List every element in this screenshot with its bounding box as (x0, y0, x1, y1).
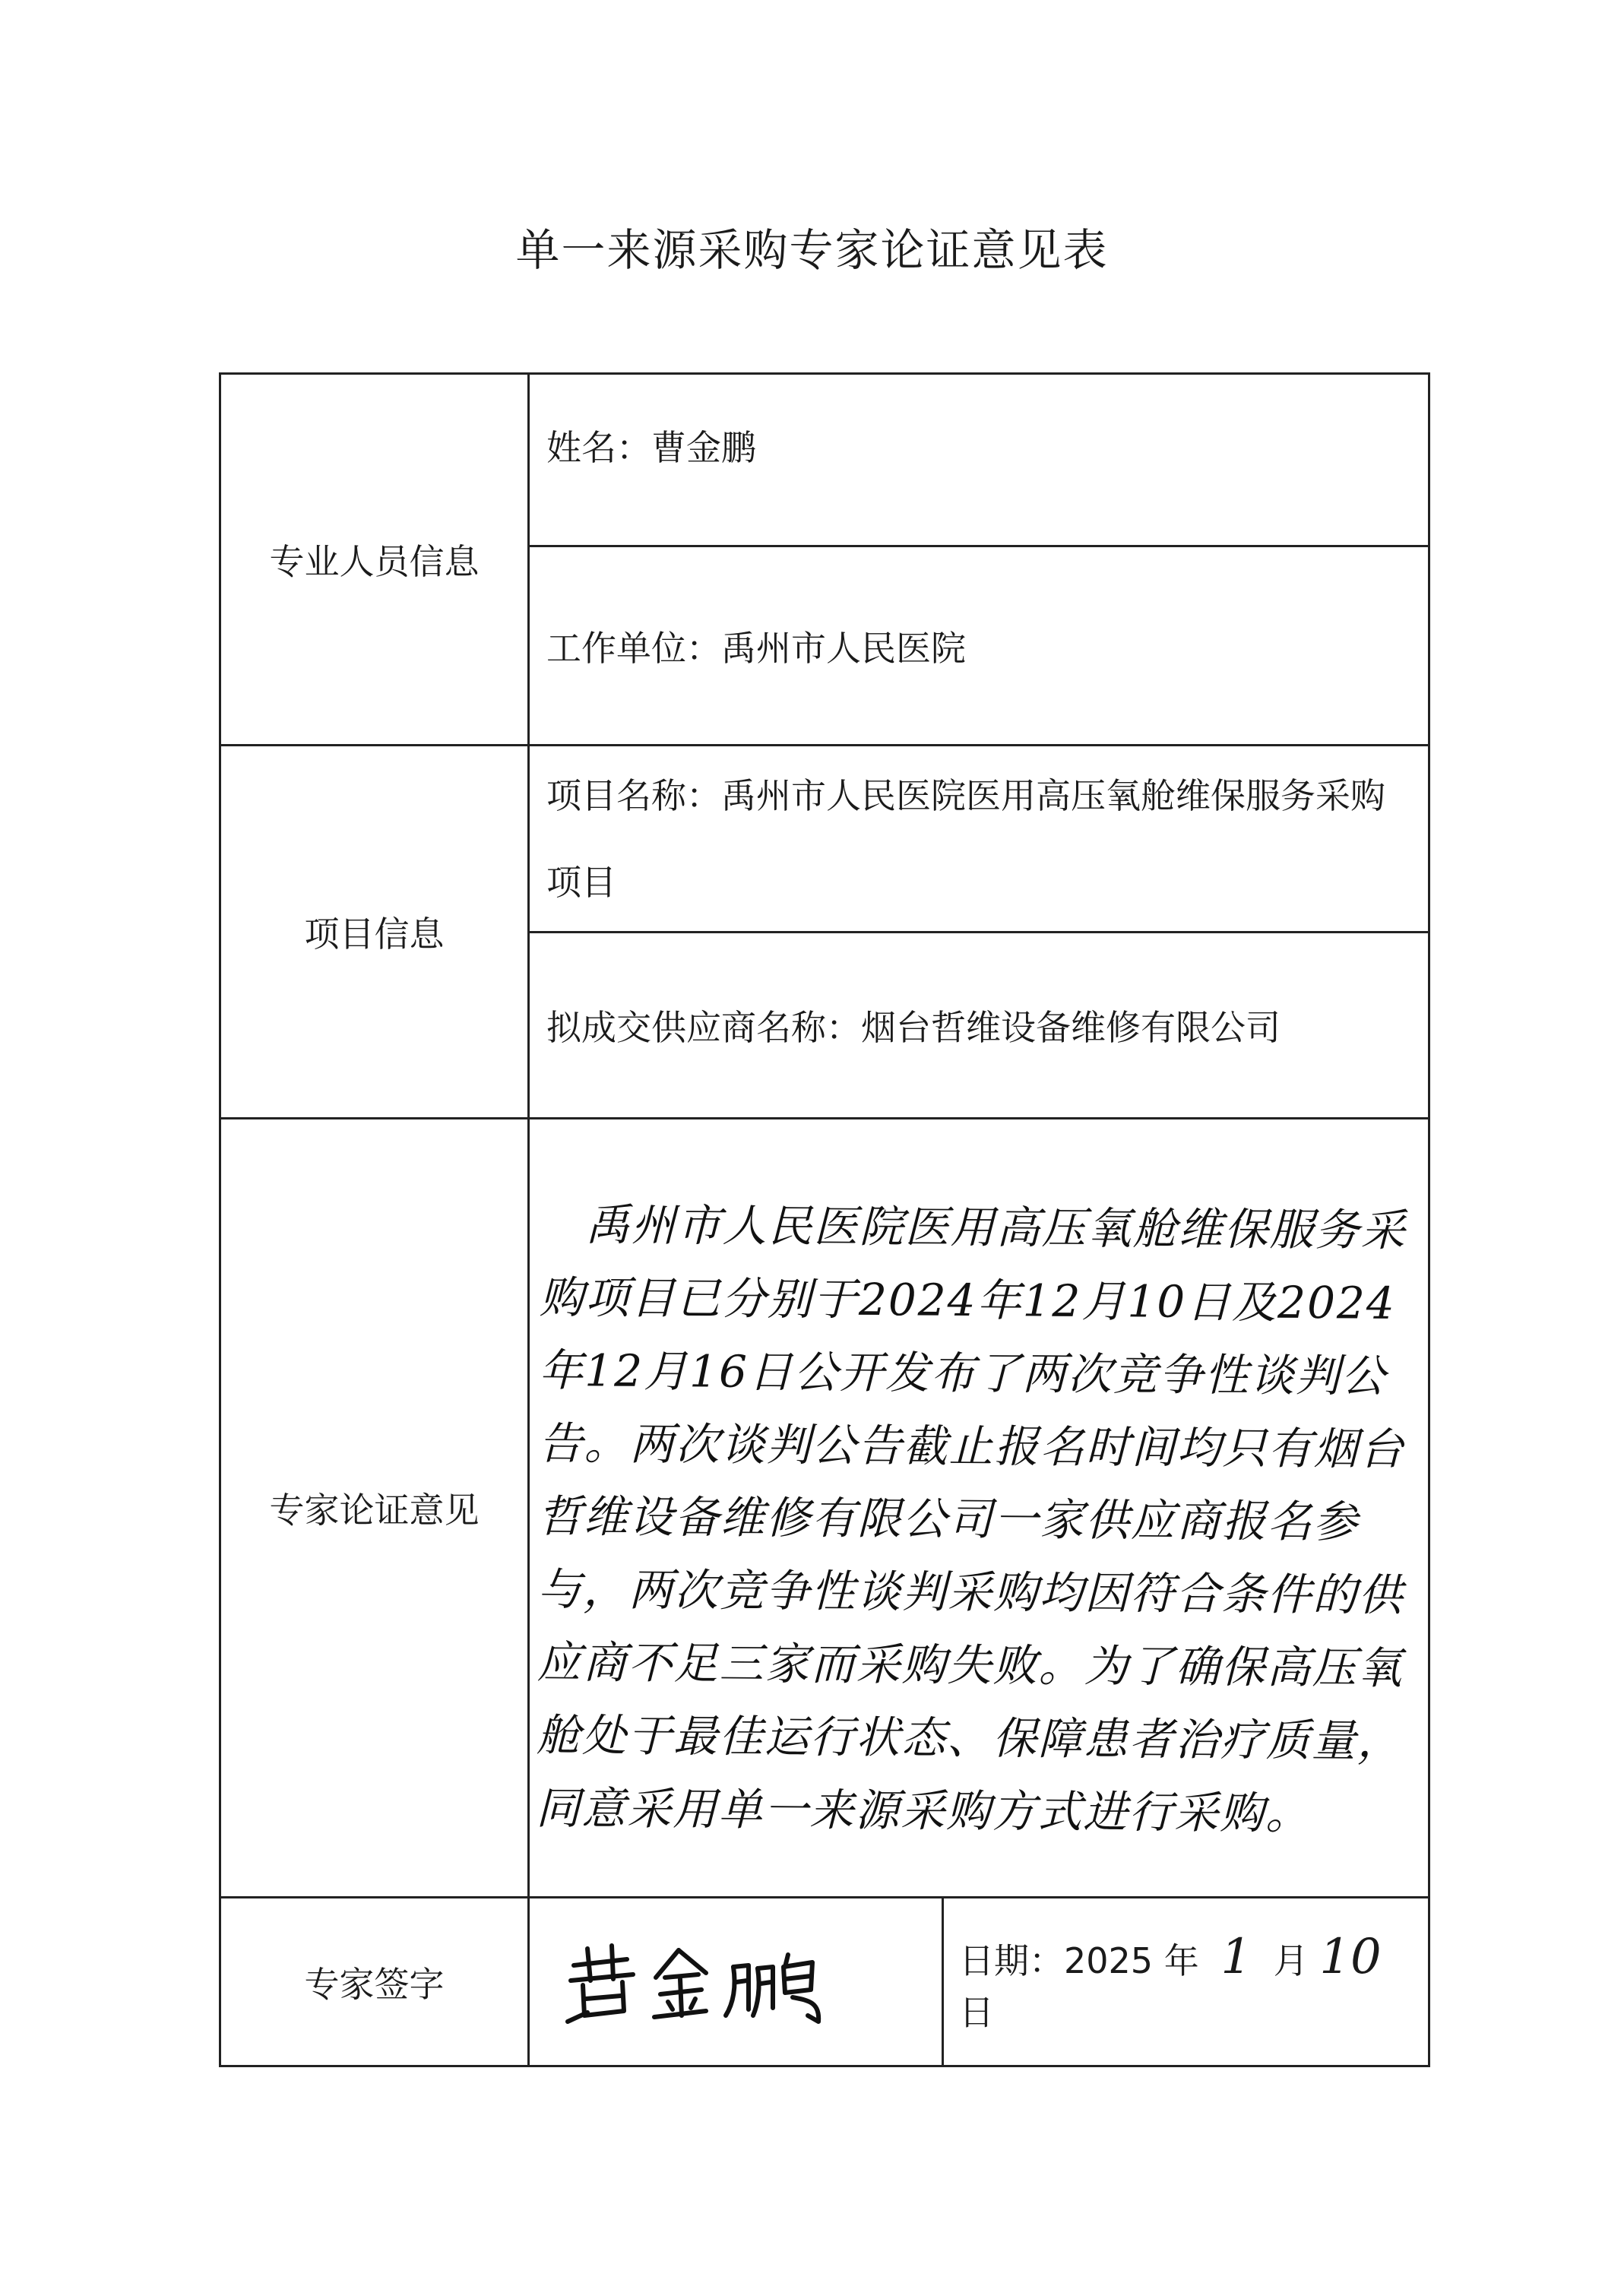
personnel-info-label: 专业人员信息 (220, 374, 529, 746)
expert-name-field: 姓名：曹金鹏 (529, 374, 1429, 546)
date-month-unit: 月 (1273, 1940, 1309, 1981)
expert-opinion-field (529, 1119, 1429, 1898)
expert-opinion-form (219, 372, 1430, 2067)
date-day-unit: 日 (959, 1991, 994, 2033)
date-month: 1 (1220, 1928, 1252, 1985)
supplier-name-field: 拟成交供应商名称：烟台哲维设备维修有限公司 (529, 933, 1429, 1119)
date-field (943, 1898, 1429, 2066)
signature-label: 专家签字 (220, 1898, 529, 2066)
date-day: 10 (1319, 1928, 1382, 1985)
document-title: 单一来源采购专家论证意见表 (515, 224, 1109, 276)
signature-field (529, 1898, 943, 2066)
project-info-label: 项目信息 (220, 746, 529, 1119)
expert-opinion-label: 专家论证意见 (220, 1119, 529, 1898)
work-unit-field: 工作单位：禹州市人民医院 (529, 546, 1429, 746)
handwritten-opinion: 禹州市人民医院医用高压氧舱维保服务采购项目已分别于2024年12月10日及2024年12月16日公开发布了两次竞争性谈判公告。两次谈判公告截止报名时间均只有烟台哲维设备维修有限公司一家供应商报名参与，两次竞争性谈判采购均因符合条件的供应商不足三家而采购失败。为了确保高压氧舱处于最佳运行状态、保障患者治疗质量，同意采用单一来源采购方式进行采购。 (536, 1199, 1407, 1840)
handwritten-signature (557, 1936, 831, 2028)
date-prefix: 日期：2025 年 (959, 1940, 1199, 1981)
project-name-field: 项目名称：禹州市人民医院医用高压氧舱维保服务采购项目 (529, 746, 1429, 933)
